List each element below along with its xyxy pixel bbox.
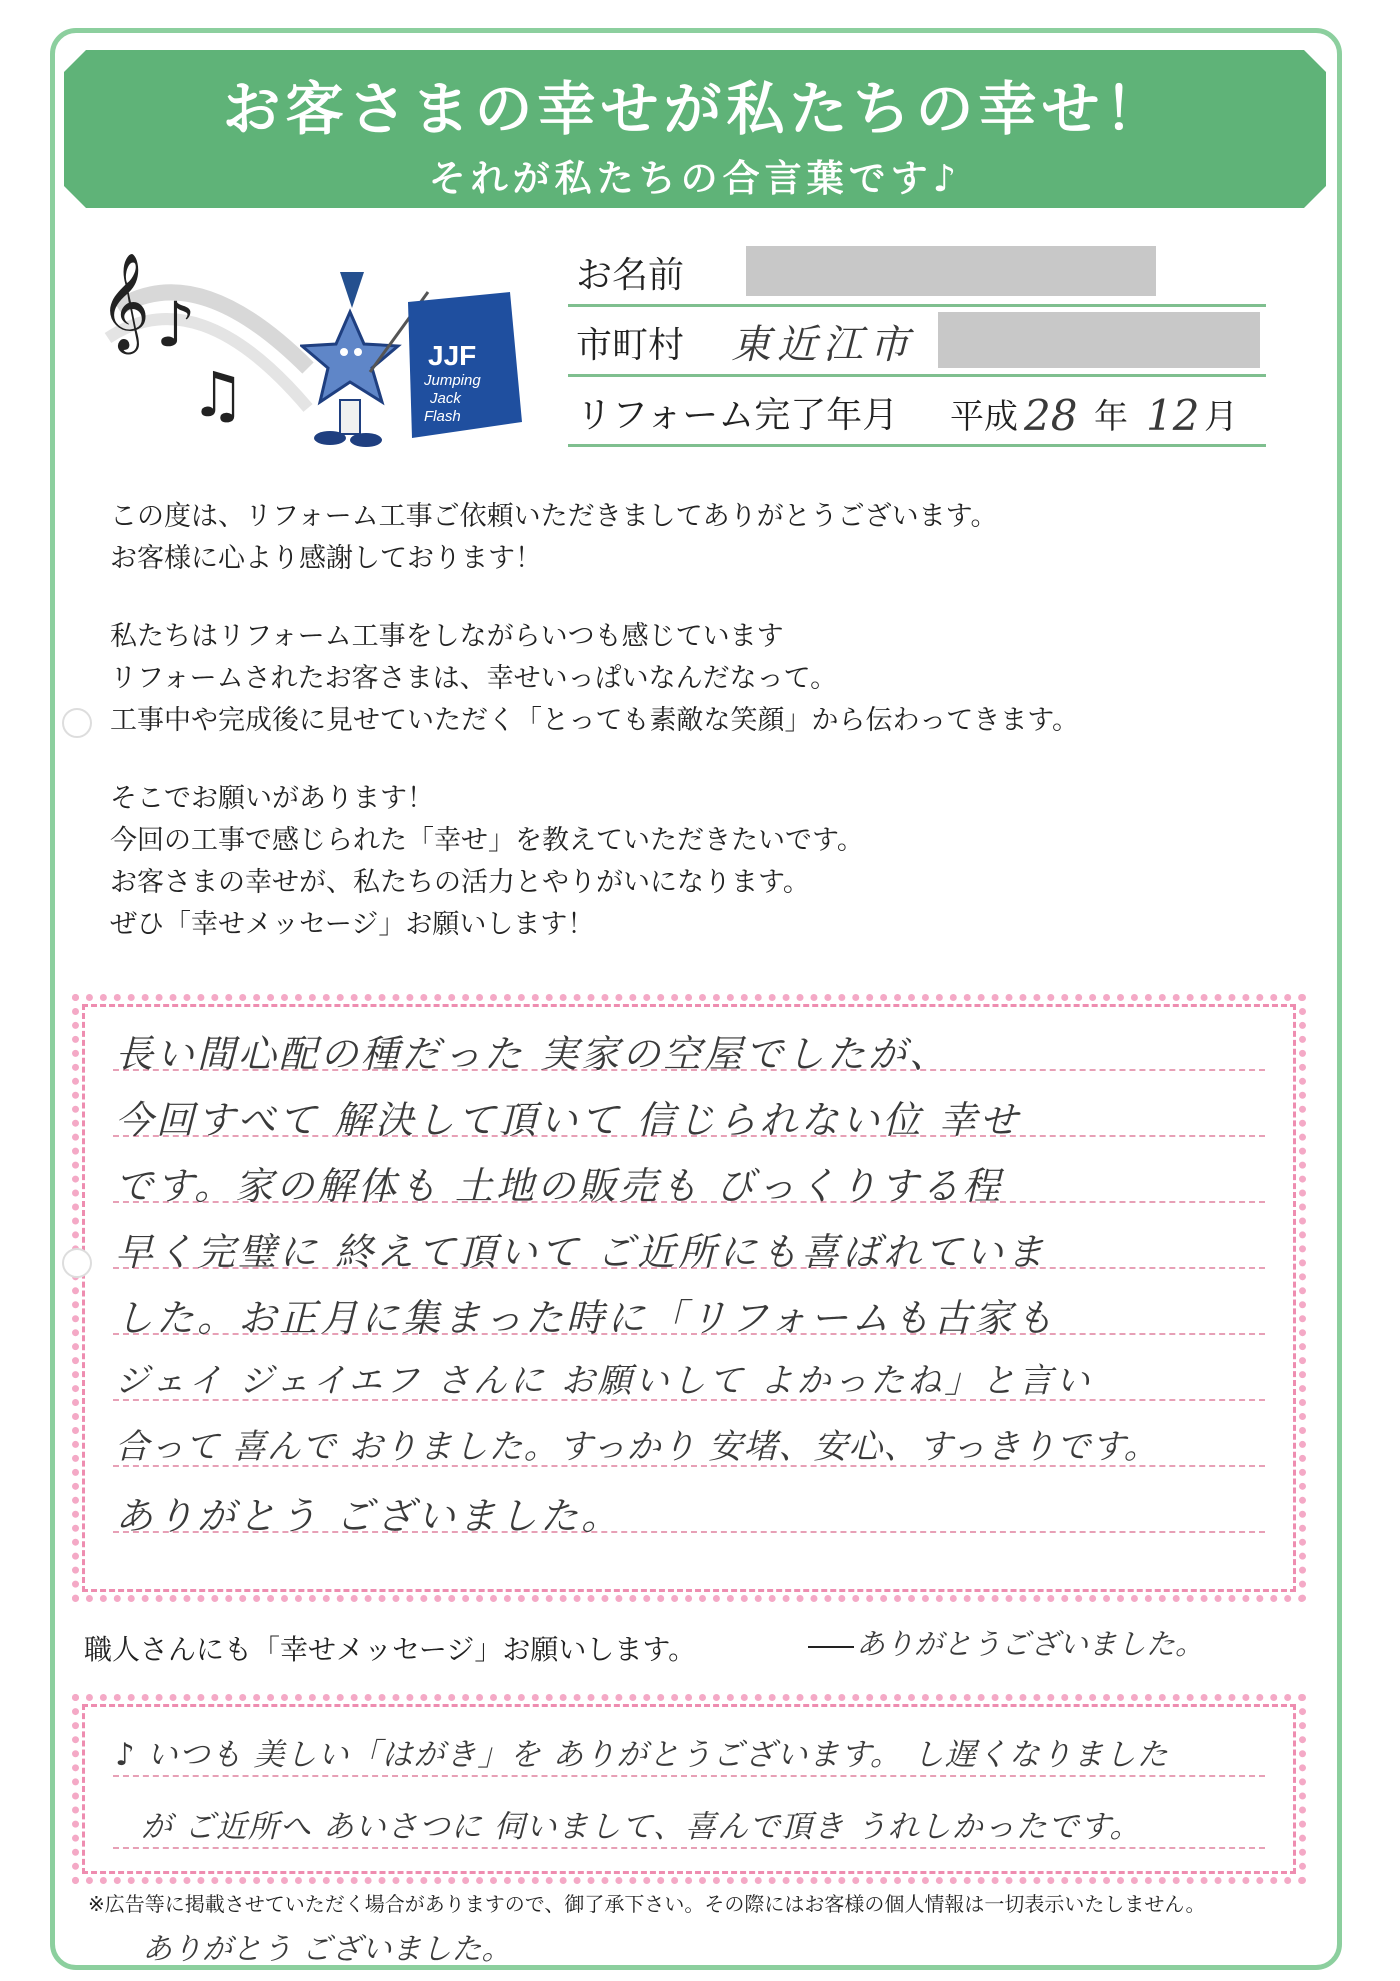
intro-line: リフォームされたお客さまは、幸せいっぱいなんだなって。 [110, 663, 838, 694]
intro-line: お客様に心より感謝しております！ [110, 543, 542, 574]
year-unit: 年 [1094, 397, 1128, 437]
month-unit: 月 [1204, 397, 1238, 437]
title-banner [64, 50, 1326, 208]
rule-line [113, 1847, 1265, 1849]
banner-corner [1304, 50, 1326, 72]
svg-text:♪: ♪ [156, 288, 196, 361]
message-box [82, 1004, 1296, 1592]
redacted-name [746, 246, 1156, 296]
banner-subtitle: それが私たちの合言葉です♪ [428, 157, 962, 200]
banner-corner [64, 50, 86, 72]
intro-line: お客さまの幸せが、私たちの活力とやりがいになります。 [110, 867, 810, 898]
era-label: 平成 [950, 397, 1018, 437]
banner-title: お客さまの幸せが私たちの幸せ！ [222, 75, 1168, 143]
closing-text: ありがとう ございました。 [142, 1932, 512, 1967]
craftsman-message-line: ♪ いつも 美しい「はがき」を ありがとうございます。 し遅くなりました [115, 1737, 1169, 1773]
message-line: した。お正月に集まった時に「リフォームも古家も [115, 1296, 1057, 1340]
craftsman-prompt: 職人さんにも「幸せメッセージ」お願いします。 [84, 1633, 697, 1666]
logo-initials: JJF [428, 340, 477, 371]
intro-line: 工事中や完成後に見せていただく「とっても素敵な笑顔」から伝わってきます。 [110, 705, 1080, 736]
name-field [568, 242, 1266, 307]
intro-text [110, 496, 1310, 982]
completion-field [568, 382, 1266, 447]
logo-text-line: Flash [424, 408, 461, 425]
message-line: 合って 喜んで おりました。すっかり 安堵、安心、すっきりです。 [115, 1427, 1159, 1467]
craftsman-message-line: が ご近所へ あいさつに 伺いまして、喜んで頂き うれしかったです。 [141, 1809, 1142, 1845]
banner-corner [64, 186, 86, 208]
message-line: です。家の解体も 土地の販売も びっくりする程 [115, 1164, 1004, 1208]
name-label: お名前 [576, 255, 685, 296]
logo-text-line: Jack [430, 390, 461, 407]
banner-corner [1304, 186, 1326, 208]
intro-paragraph [110, 616, 1310, 742]
year-value: 28 [1024, 391, 1078, 440]
rule-line [113, 1775, 1265, 1777]
redacted-address [938, 312, 1260, 368]
message-line: 長い間心配の種だった 実家の空屋でしたが、 [115, 1032, 951, 1076]
message-line: ジェイ ジェイエフ さんに お願いして よかったね」と言い [115, 1361, 1093, 1401]
completion-label: リフォーム完了年月 [576, 395, 899, 436]
message-line: 早く完璧に 終えて頂いて ご近所にも喜ばれていま [115, 1230, 1048, 1274]
city-field [568, 312, 1266, 377]
punch-hole [62, 1248, 92, 1278]
craftsman-reply: ありがとうございました。 [856, 1627, 1205, 1661]
logo-text-line: Jumping [424, 372, 481, 389]
intro-paragraph [110, 496, 1310, 580]
city-value: 東近江市 [731, 322, 915, 368]
dash-line [808, 1646, 854, 1648]
craftsman-message-box [82, 1704, 1296, 1874]
message-line: 今回すべて 解決して頂いて 信じられない位 幸せ [115, 1098, 1021, 1142]
intro-paragraph [110, 778, 1310, 946]
message-line: ありがとう ございました。 [115, 1494, 623, 1538]
intro-line: そこでお願いがあります！ [110, 783, 434, 814]
intro-line: 私たちはリフォーム工事をしながらいつも感じています [110, 621, 784, 652]
mascot-logo [300, 272, 530, 452]
svg-text:𝄞: 𝄞 [100, 252, 150, 350]
svg-text:♫: ♫ [190, 358, 246, 428]
intro-line: この度は、リフォーム工事ご依頼いただきましてありがとうございます。 [110, 501, 998, 532]
punch-hole [62, 708, 92, 738]
city-label: 市町村 [576, 325, 685, 366]
month-value: 12 [1146, 391, 1200, 440]
privacy-notice: ※広告等に掲載させていただく場合がありますので、御了承下さい。その際にはお客様の個人情報は一切表示いたしません。 [88, 1892, 1206, 1916]
music-notes-icon [78, 218, 318, 428]
intro-line: ぜひ「幸せメッセージ」お願いします！ [110, 909, 595, 940]
intro-line: 今回の工事で感じられた「幸せ」を教えていただきたいです。 [110, 825, 864, 856]
